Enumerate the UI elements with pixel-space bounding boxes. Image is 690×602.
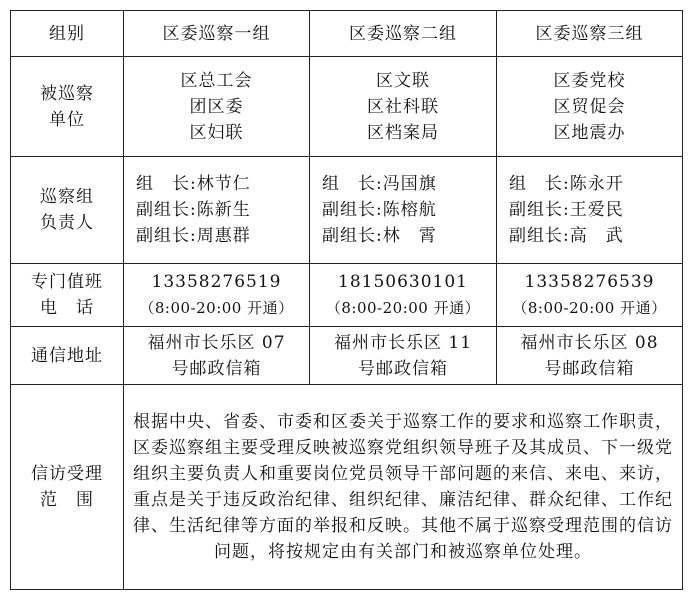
phone-number: 13358276539 [524, 272, 655, 292]
address-row [11, 327, 683, 385]
leader-entry: 组 长:陈永开 [509, 174, 624, 194]
phone-label-line1: 专门值班 [31, 272, 103, 292]
units-group-2 [310, 57, 497, 157]
header-row [11, 11, 683, 57]
address-line: 号邮政信箱 [171, 358, 262, 379]
leader-entry: 副组长:高 武 [509, 226, 624, 246]
unit-name: 区总工会 [180, 70, 253, 91]
leaders-group-3 [497, 157, 683, 264]
units-group-1 [124, 57, 310, 157]
address-group-3 [497, 327, 683, 385]
units-label-line2: 单位 [49, 109, 85, 130]
leader-entry: 组 长:林节仁 [136, 174, 251, 194]
scope-label-line2: 范 围 [40, 490, 94, 510]
unit-name: 区文联 [376, 70, 430, 91]
unit-name: 区档案局 [367, 122, 439, 143]
header-group-2 [310, 11, 497, 57]
address-group-1 [124, 327, 310, 385]
address-line: 号邮政信箱 [358, 358, 448, 379]
phone-label-cell [11, 264, 124, 327]
header-label-cell [11, 11, 124, 57]
phone-number: 18150630101 [338, 272, 468, 292]
inspection-info-table [10, 10, 683, 590]
header-group-3 [497, 11, 683, 57]
leader-entry: 副组长:王爱民 [509, 200, 624, 220]
unit-name: 区贸促会 [553, 96, 626, 117]
leader-entry: 副组长:周惠群 [136, 226, 251, 246]
header-group-1 [124, 11, 310, 57]
leaders-row [11, 157, 683, 264]
phone-group-2 [310, 264, 497, 327]
leader-entry: 组 长:冯国旗 [322, 174, 437, 194]
units-row [11, 57, 683, 157]
address-group-2 [310, 327, 497, 385]
scope-label-line1: 信访受理 [31, 464, 103, 484]
address-line: 福州市长乐区 07 [147, 332, 286, 353]
unit-name: 区社科联 [367, 96, 439, 117]
phone-hours: （8:00-20:00 开通） [512, 299, 667, 317]
phone-hours: （8:00-20:00 开通） [325, 299, 481, 317]
phone-number: 13358276519 [151, 272, 282, 292]
scope-text-cell [124, 385, 683, 590]
unit-name: 区地震办 [553, 122, 626, 143]
group-name: 区委巡察三组 [535, 23, 644, 44]
group-name: 区委巡察二组 [349, 23, 457, 44]
leaders-group-2 [310, 157, 497, 264]
scope-row [11, 385, 683, 590]
unit-name: 区妇联 [189, 122, 244, 143]
header-label: 组别 [49, 23, 85, 44]
leaders-label-cell [11, 157, 124, 264]
group-name: 区委巡察一组 [162, 23, 271, 44]
phone-row [11, 264, 683, 327]
phone-hours: （8:00-20:00 开通） [139, 299, 294, 317]
phone-group-3 [497, 264, 683, 327]
address-label: 通信地址 [31, 345, 103, 366]
inspection-info-table-wrapper [10, 10, 683, 590]
leader-entry: 副组长:陈新生 [136, 200, 251, 220]
address-line: 福州市长乐区 11 [333, 332, 473, 353]
scope-label-cell [11, 385, 124, 590]
unit-name: 团区委 [189, 96, 244, 117]
scope-text: 根据中央、省委、市委和区委关于巡察工作的要求和巡察工作职责，区委巡察组主要受理反映被巡察党组织领导班子及其成员、下一级党组织主要负责人和重要岗位党员领导干部问题的来信、来电、来访，重点是关于违反政治纪律、组织纪律、廉洁纪律、群众纪律、工作纪律、生活纪律等方面的举报和反映。其他不属于巡察受理范围的信访问题，将按规定由有关部门和被巡察单位处理。 [133, 412, 673, 562]
address-line: 号邮政信箱 [544, 358, 635, 379]
phone-label-line2: 电 话 [40, 298, 94, 318]
units-label-cell [11, 57, 124, 157]
address-label-cell [11, 327, 124, 385]
leader-entry: 副组长:林 霄 [322, 226, 437, 246]
unit-name: 区委党校 [553, 70, 626, 91]
leader-entry: 副组长:陈榕航 [322, 200, 437, 220]
units-label-line1: 被巡察 [40, 83, 94, 104]
phone-group-1 [124, 264, 310, 327]
leaders-label-line1: 巡察组 [40, 187, 94, 207]
units-group-3 [497, 57, 683, 157]
address-line: 福州市长乐区 08 [520, 332, 659, 353]
leaders-label-line2: 负责人 [40, 213, 94, 233]
leaders-group-1 [124, 157, 310, 264]
